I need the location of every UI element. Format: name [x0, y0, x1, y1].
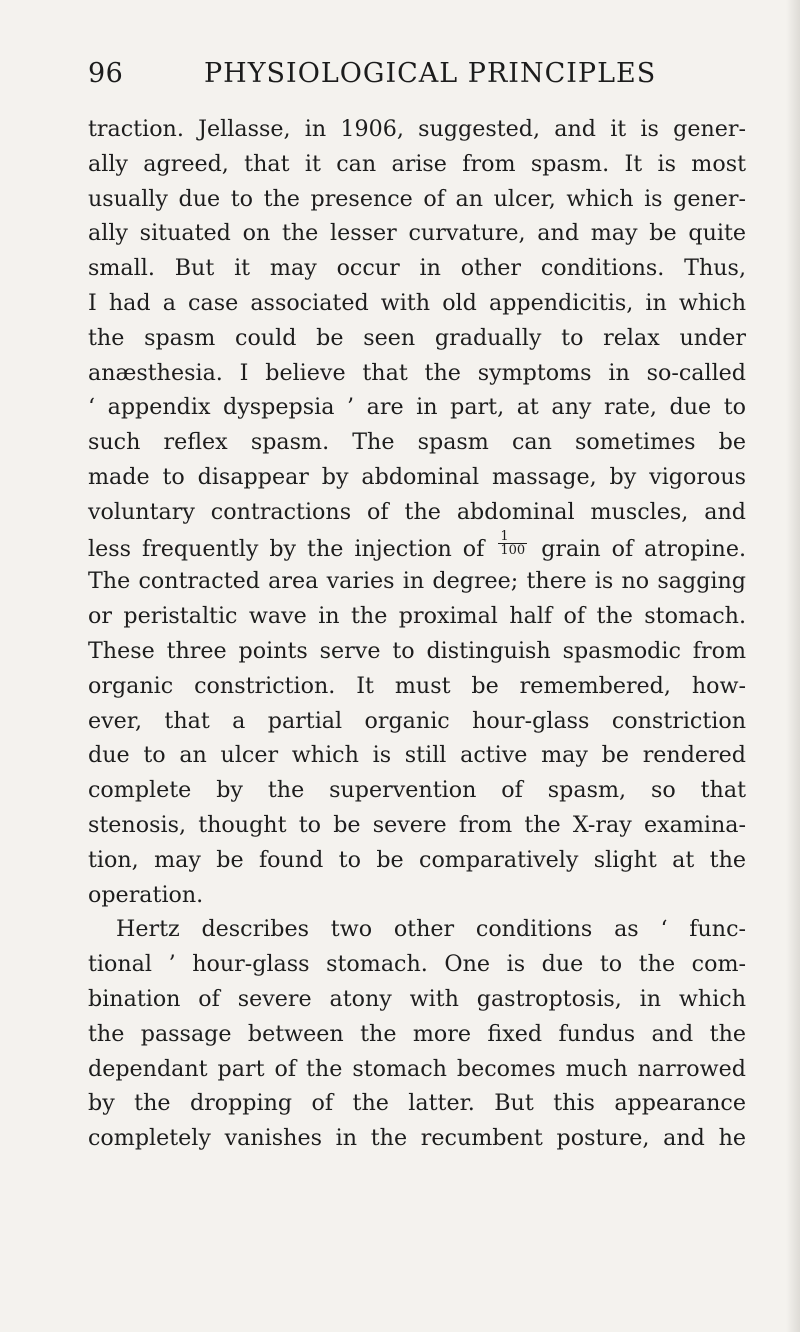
text-line: tional ’ hour-glass stomach. One is due to the com- [88, 951, 746, 978]
text-line: the passage between the more fixed fundus and the [88, 1020, 746, 1047]
text-line: usually due to the presence of an ulcer, which is gener- [88, 185, 746, 212]
fraction-one-hundredth [498, 530, 527, 557]
text-line: ally agreed, that it can arise from spasm. It is most [88, 150, 746, 177]
fraction-numerator: 1 [498, 530, 527, 544]
text-line: or peristaltic wave in the proximal half of the stomach. [88, 603, 746, 630]
page-number: 96 [88, 58, 124, 89]
text-line: small. But it may occur in other conditions. Thus, [88, 255, 746, 282]
text-line: completely vanishes in the recumbent posture, and he [88, 1125, 746, 1152]
text-line: operation. [88, 881, 204, 908]
page-header [88, 58, 748, 98]
text-line: ever, that a partial organic hour-glass constriction [88, 707, 746, 734]
text-line: stenosis, thought to be severe from the X-ray examina- [88, 811, 746, 838]
text-line: ally situated on the lesser curvature, and may be quite [88, 220, 746, 247]
text-line: ‘ appendix dyspepsia ’ are in part, at any rate, due to [88, 394, 746, 421]
text-line: tion, may be found to be comparatively slight at the [88, 846, 746, 873]
text-line: dependant part of the stomach becomes much narrowed [88, 1055, 746, 1082]
text-line: organic constriction. It must be remembered, how- [88, 672, 746, 699]
text-line: anæsthesia. I believe that the symptoms in so-called [88, 359, 746, 386]
text-line: I had a case associated with old appendicitis, in which [88, 289, 746, 316]
page-edge-shadow [786, 0, 800, 1332]
text-line: Hertz describes two other conditions as ‘ func- [116, 916, 746, 943]
text-line: due to an ulcer which is still active may be rendered [88, 742, 746, 769]
running-head: PHYSIOLOGICAL PRINCIPLES [204, 58, 657, 89]
text-before-fraction: less frequently by the injection of [88, 535, 485, 562]
text-line: by the dropping of the latter. But this appearance [88, 1090, 746, 1117]
body-text [88, 112, 746, 1156]
text-line: made to disappear by abdominal massage, by vigorous [88, 463, 746, 490]
text-line: The contracted area varies in degree; there is no sagging [88, 568, 746, 595]
text-line: complete by the supervention of spasm, so that [88, 777, 746, 804]
fraction-denominator: 100 [500, 542, 526, 558]
text-line: traction. Jellasse, in 1906, suggested, and it is gener- [88, 116, 746, 142]
text-line: These three points serve to distinguish spasmodic from [88, 637, 746, 664]
text-line: voluntary contractions of the abdominal muscles, and [88, 498, 746, 525]
text-line: bination of severe atony with gastroptosis, in which [88, 985, 746, 1012]
text-after-fraction: grain of atropine. [541, 535, 746, 562]
text-line-with-fraction [88, 530, 746, 565]
text-line: such reflex spasm. The spasm can sometimes be [88, 429, 746, 456]
text-line: the spasm could be seen gradually to relax under [88, 324, 746, 351]
